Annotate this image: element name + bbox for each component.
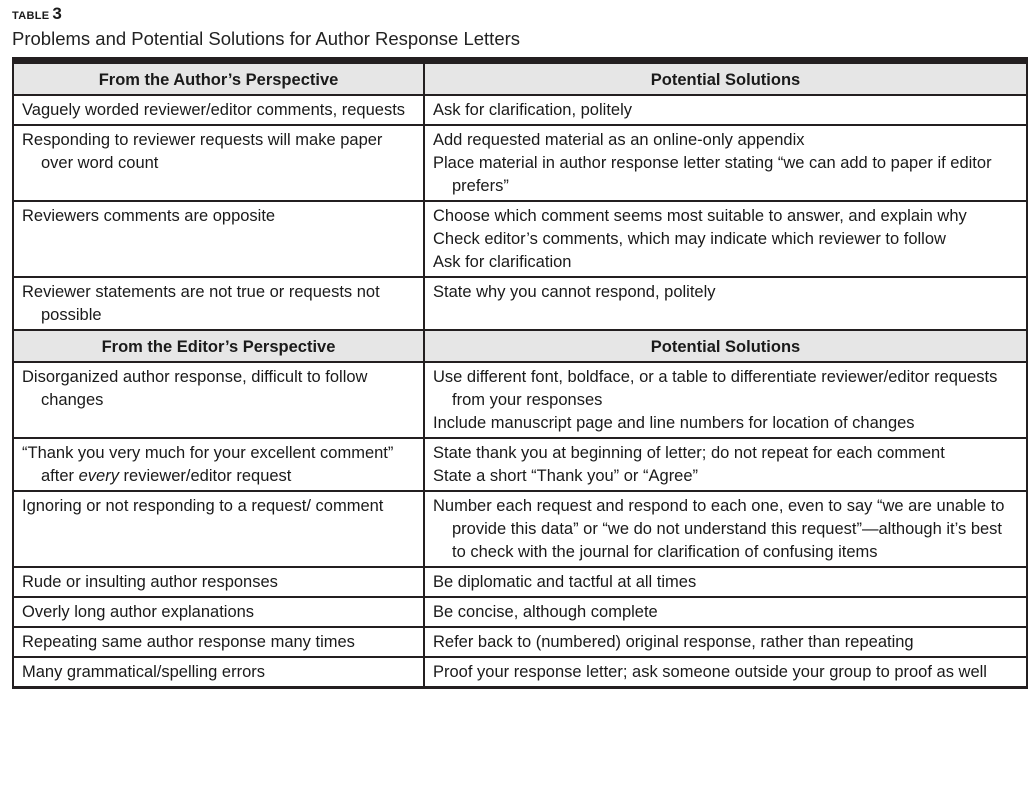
- solutions-table: [12, 57, 1028, 689]
- problem-text: Repeating same author response many times: [22, 633, 355, 651]
- table-row: [14, 126, 1026, 202]
- solution-text: Add requested material as an online-only appendix: [433, 131, 805, 149]
- table-row: [14, 96, 1026, 126]
- solution-text: Ask for clarification, politely: [433, 101, 632, 119]
- problem-text: Rude or insulting author responses: [22, 573, 278, 591]
- problem-text-emphasis: every: [78, 467, 119, 485]
- problem-text: Disorganized author response, difficult to follow changes: [22, 368, 368, 409]
- table-row: [14, 363, 1026, 439]
- solution-text: Choose which comment seems most suitable to answer, and explain why: [433, 207, 967, 225]
- table-row: [14, 202, 1026, 278]
- table-row: [14, 658, 1026, 686]
- problem-text-part: reviewer/editor request: [118, 467, 292, 485]
- solution-text: Be concise, although complete: [433, 603, 658, 621]
- column-header-solutions: Potential Solutions: [650, 71, 801, 89]
- column-header-solutions: Potential Solutions: [650, 338, 801, 356]
- problem-text: Many grammatical/spelling errors: [22, 663, 265, 681]
- solution-text: Ask for clarification: [433, 253, 572, 271]
- table-row: [14, 278, 1026, 331]
- table-row: [14, 628, 1026, 658]
- problem-text: Reviewers comments are opposite: [22, 207, 276, 225]
- table-label: [12, 4, 62, 24]
- solution-text: State thank you at beginning of letter; do not repeat for each comment: [433, 444, 945, 462]
- table-row: [14, 568, 1026, 598]
- table-title: Problems and Potential Solutions for Author Response Letters: [12, 28, 521, 49]
- table-row: [14, 492, 1026, 568]
- table-row: [14, 598, 1026, 628]
- problem-text: Vaguely worded reviewer/editor comments, requests: [22, 101, 406, 119]
- solution-text: Be diplomatic and tactful at all times: [433, 573, 697, 591]
- table-number: 3: [52, 4, 63, 23]
- problem-text: Reviewer statements are not true or requests not possible: [22, 283, 380, 324]
- problem-text: [22, 442, 415, 488]
- column-header-problem: From the Author’s Perspective: [14, 64, 425, 94]
- table-row: [14, 439, 1026, 492]
- problem-text: Responding to reviewer requests will make paper over word count: [22, 131, 383, 172]
- solution-text: Check editor’s comments, which may indicate which reviewer to follow: [433, 230, 946, 248]
- column-header-problem: From the Editor’s Perspective: [14, 331, 425, 361]
- solution-text: Proof your response letter; ask someone outside your group to proof as well: [433, 663, 987, 681]
- solution-text: Number each request and respond to each one, even to say “we are unable to provide this data” or “we do not understand this request”—although it’s best to check with the journal for clarification of confusing items: [433, 497, 1005, 561]
- solution-text: Include manuscript page and line numbers for location of changes: [433, 414, 915, 432]
- solution-text: Refer back to (numbered) original response, rather than repeating: [433, 633, 914, 651]
- table-label-text: TABLE: [12, 10, 50, 22]
- solution-text: State why you cannot respond, politely: [433, 283, 716, 301]
- solution-text: State a short “Thank you” or “Agree”: [433, 467, 699, 485]
- problem-text: Overly long author explanations: [22, 603, 255, 621]
- section-header-editor: [14, 331, 1026, 363]
- solution-text: Place material in author response letter stating “we can add to paper if editor prefers”: [433, 154, 992, 195]
- solution-text: Use different font, boldface, or a table to differentiate reviewer/editor requests from your responses: [433, 368, 998, 409]
- problem-text-part: “Thank you very much for your excellent comment” after: [22, 444, 394, 485]
- problem-text: Ignoring or not responding to a request/ comment: [22, 497, 384, 515]
- section-header-author: [14, 64, 1026, 96]
